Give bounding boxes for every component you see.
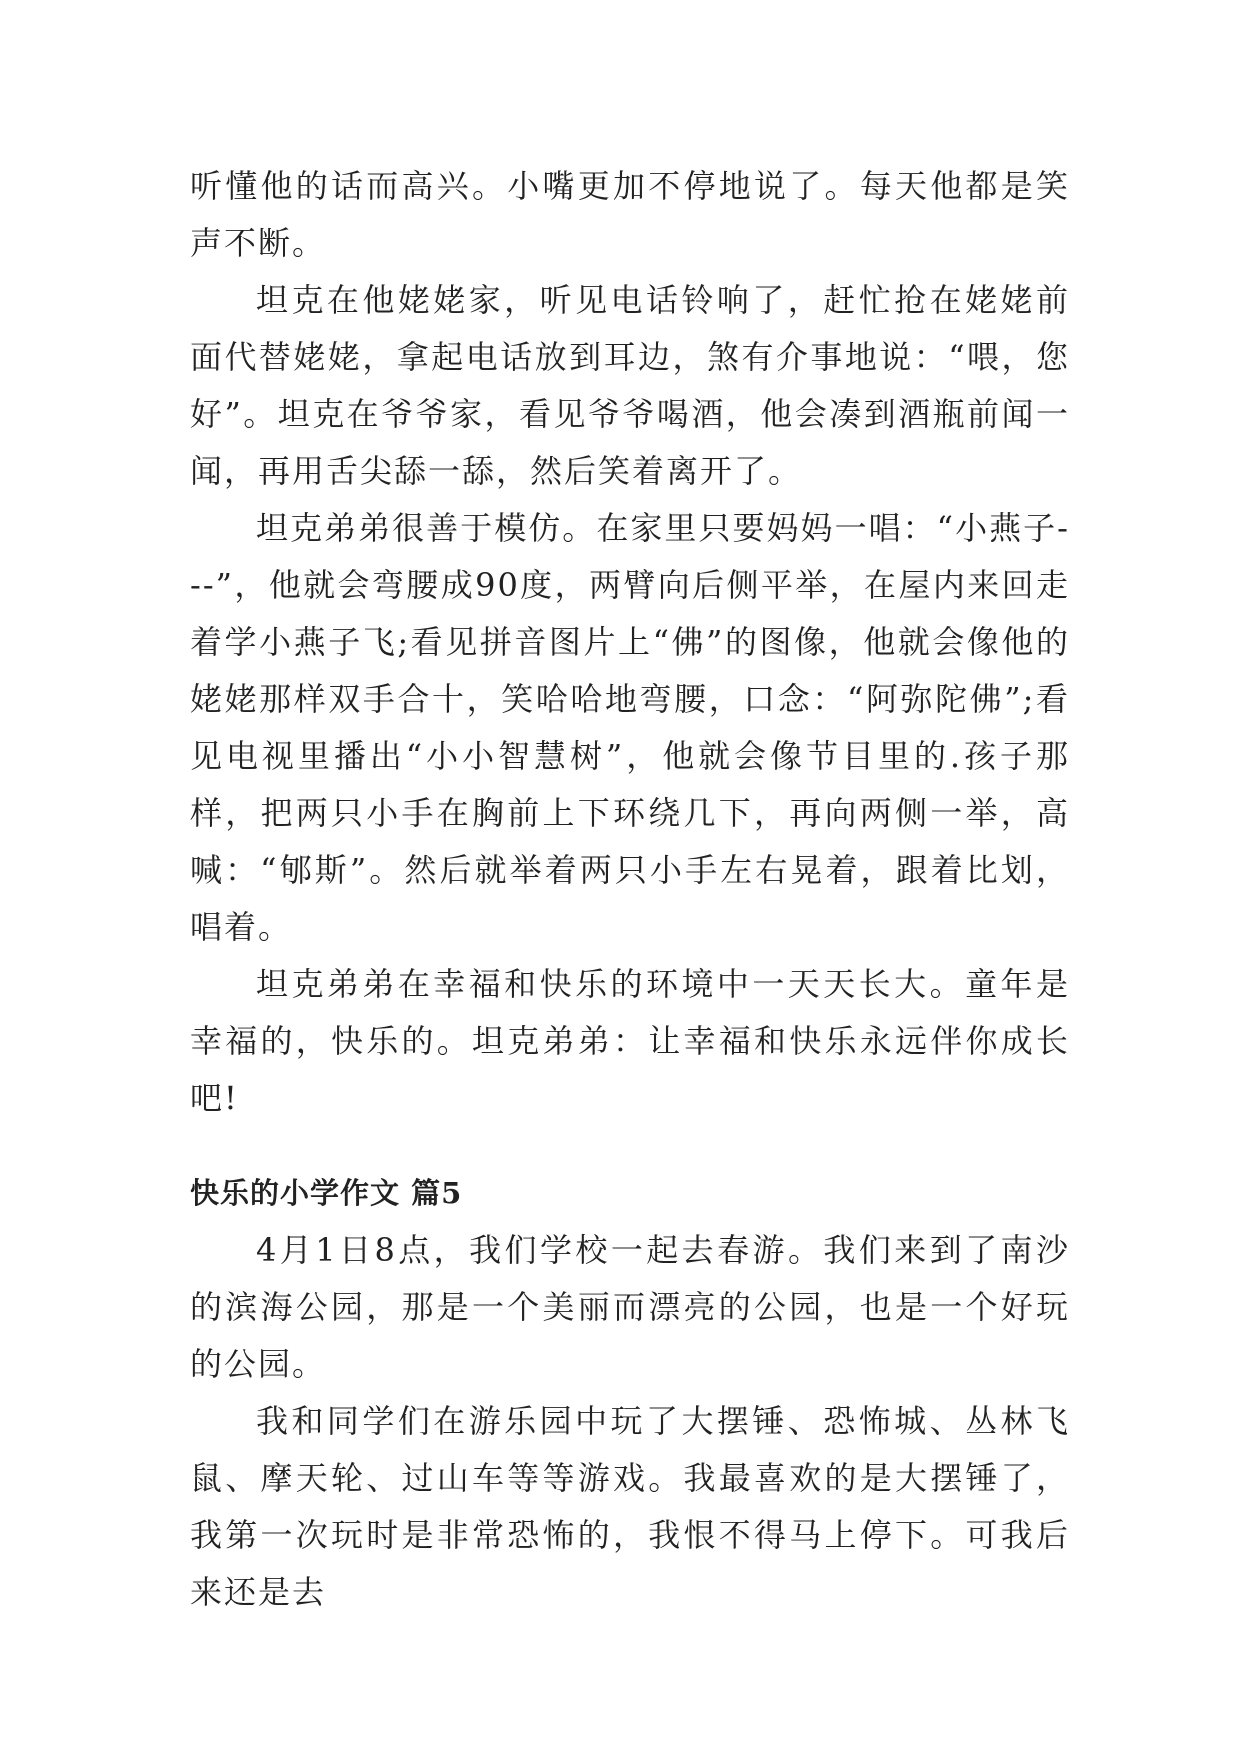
paragraph-phone: 坦克在他姥姥家，听见电话铃响了，赶忙抢在姥姥前面代替姥姥，拿起电话放到耳边，煞有介事地说：“喂，您好”。坦克在爷爷家，看见爷爷喝酒，他会凑到酒瓶前闻一闻，再用舌尖舔一舔，然后笑着离开了。 — [190, 281, 1070, 490]
document-body — [190, 158, 1070, 1621]
section-title: 快乐的小学作文 篇5 — [190, 1176, 463, 1210]
paragraph-happiness: 坦克弟弟在幸福和快乐的环境中一天天长大。童年是幸福的，快乐的。坦克弟弟：让幸福和快乐永远伴你成长吧! — [190, 965, 1070, 1117]
paragraph-continued: 听懂他的话而高兴。小嘴更加不停地说了。每天他都是笑声不断。 — [190, 167, 1070, 262]
paragraph-imitation: 坦克弟弟很善于模仿。在家里只要妈妈一唱：“小燕子---”，他就会弯腰成90度，两臂向后侧平举，在屋内来回走着学小燕子飞;看见拼音图片上“佛”的图像，他就会像他的姥姥那样双手合十，笑哈哈地弯腰，口念：“阿弥陀佛”;看见电视里播出“小小智慧树”，他就会像节目里的.孩子那样，把两只小手在胸前上下环绕几下，再向两侧一举，高喊：“郇斯”。然后就举着两只小手左右晃着，跟着比划，唱着。 — [190, 509, 1070, 946]
paragraph-spring-trip: 4月1日8点，我们学校一起去春游。我们来到了南沙的滨海公园，那是一个美丽而漂亮的公园，也是一个好玩的公园。 — [190, 1231, 1070, 1383]
paragraph-amusement-park: 我和同学们在游乐园中玩了大摆锤、恐怖城、丛林飞鼠、摩天轮、过山车等等游戏。我最喜欢的是大摆锤了，我第一次玩时是非常恐怖的，我恨不得马上停下。可我后来还是去 — [190, 1402, 1070, 1611]
